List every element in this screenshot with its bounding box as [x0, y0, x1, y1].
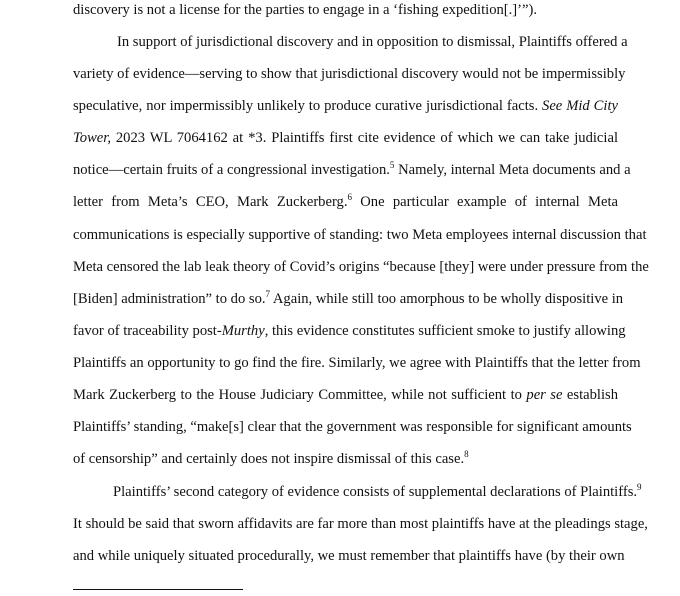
text-line: speculative, nor impermissibly unlikely to produce curative jurisdictional facts. See Mid City: [73, 98, 618, 114]
case-name-italic: Murthy: [221, 323, 265, 339]
footnote-separator: [73, 589, 243, 590]
latin-phrase-italic: per se: [526, 387, 563, 403]
text-line: It should be said that sworn affidavits are far more than most plaintiffs have at the pleadings stage,: [73, 516, 648, 532]
text-line: discovery is not a license for the parties to engage in a ‘fishing expedition[.]’”).: [73, 2, 538, 18]
paragraph-2-first-line: Plaintiffs’ second category of evidence consists of supplemental declarations of Plaintiffs.$^9$: [113, 482, 642, 500]
paragraph-1-first-line: In support of jurisdictional discovery and in opposition to dismissal, Plaintiffs offered a: [117, 34, 628, 50]
footnote-ref-5[interactable]: 5: [389, 160, 395, 170]
text-line: Meta censored the lab leak theory of Covid’s origins “because [they] were under pressure from the: [73, 259, 649, 275]
text-line: Mark Zuckerberg to the House Judiciary Committee, while not sufficient to per se establish: [73, 387, 618, 403]
footnote-ref-8[interactable]: 8: [464, 449, 469, 459]
text-line: Plaintiffs an opportunity to go find the fire. Similarly, we agree with Plaintiffs that the letter from: [73, 355, 641, 371]
citation-italic: Tower,: [73, 130, 111, 146]
text-line: favor of traceability post-Murthy, this evidence constitutes sufficient smoke to justify allowing: [73, 323, 626, 339]
footnote-ref-9[interactable]: 9: [637, 482, 642, 492]
text-line: communications is especially supportive of standing: two Meta employees internal discussion that: [73, 227, 647, 243]
text-line: and while uniquely situated procedurally, we must remember that plaintiffs have (by their own: [73, 548, 625, 564]
text-line: Tower, 2023 WL 7064162 at *3. Plaintiffs first cite evidence of which we can take judicial: [73, 130, 618, 146]
text-line: [Biden] administration” to do so.$^7$ Again, while still too amorphous to be wholly dispositive in: [73, 289, 624, 307]
text-line: of censorship” and certainly does not inspire dismissal of this case.$^8$: [73, 449, 469, 467]
text-line: variety of evidence—serving to show that jurisdictional discovery would not be impermissibly: [73, 66, 626, 82]
citation-italic: See Mid City: [542, 98, 618, 114]
text-line: letter from Meta’s CEO, Mark Zuckerberg.$^6$ One particular example of internal Meta: [73, 192, 618, 210]
footnote-ref-6[interactable]: 6: [347, 192, 352, 202]
text-line: Plaintiffs’ standing, “make[s] clear that the government was responsible for significant amounts: [73, 419, 632, 435]
footnote-ref-7[interactable]: 7: [265, 289, 271, 299]
text-line: notice—certain fruits of a congressional investigation.$^5$ Namely, internal Meta documents and a: [73, 160, 631, 178]
